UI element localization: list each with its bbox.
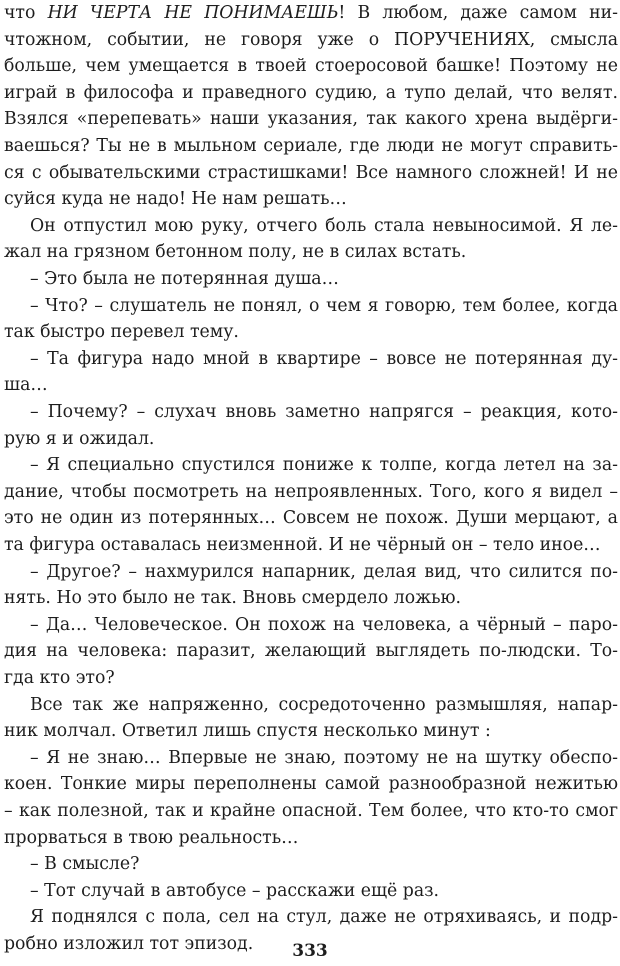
text-line: ся с обывательскими страстишками! Все намного сложней! И не — [4, 162, 618, 183]
text-line: играй в философа и праведного судию, а тупо делай, что велят. — [4, 82, 618, 103]
text-line: дия на человека: паразит, желающий выглядеть по-людски. То- — [4, 641, 618, 662]
text-line: ник молчал. Ответил лишь спустя несколько минут : — [4, 721, 491, 742]
text-line: рую я и ожидал. — [4, 428, 155, 449]
emphasized-text: НИ ЧЕРТА НЕ ПОНИМАЕШЬ — [47, 3, 339, 23]
text-line: – Что? – слушатель не понял, о чем я говорю, тем более, когда — [30, 295, 618, 316]
text-line: ваешься? Ты не в мыльном сериале, где люди не могут справить- — [4, 136, 618, 156]
text-line: – Да… Человеческое. Он похож на человека, а чёрный – паро- — [30, 614, 618, 635]
text-line: – В смысле? — [30, 854, 140, 875]
page-number: 333 — [292, 941, 328, 961]
text-line: это не один из потерянных… Совсем не похож. Души мерцают, а — [4, 508, 618, 529]
text-line: Он отпустил мою руку, отчего боль стала невыносимой. Я ле- — [30, 215, 618, 236]
text-line: дание, чтобы посмотреть на непроявленных. Того, кого я видел – — [4, 481, 618, 502]
text-line: суйся куда не надо! Не нам решать… — [4, 189, 347, 210]
text-line: Я поднялся с пола, сел на стул, даже не отряхиваясь, и подр- — [30, 907, 618, 928]
text-line: чтожном, событии, не говоря уже о ПОРУЧЕНИЯХ, смысла — [4, 29, 618, 50]
text-line — [4, 0, 618, 26]
text-line: нять. Но это было не так. Вновь смердело ложью. — [4, 588, 462, 609]
text-line: – Тот случай в автобусе – расскажи ещё раз. — [30, 880, 440, 901]
text-line: та фигура оставалась неизменной. И не чёрный он – тело иное… — [4, 535, 601, 555]
text-line: так быстро перевел тему. — [4, 322, 239, 343]
text-line: прорваться в твою реальность… — [4, 827, 299, 848]
text-line: больше, чем умещается в твоей стоеросовой башке! Поэтому не — [4, 56, 618, 77]
text-line: робно изложил тот эпизод. — [4, 934, 254, 954]
text-line: – Та фигура надо мной в квартире – вовсе не потерянная ду- — [30, 348, 618, 369]
text-line: – Это была не потерянная душа… — [30, 269, 339, 289]
text-line: коен. Тонкие миры переполнены самой разнообразной нежитью — [4, 774, 618, 795]
text-line: жал на грязном бетонном полу, не в силах встать. — [4, 242, 467, 263]
text-line: Взялся «перепевать» наши указания, так какого хрена выдёрги- — [4, 109, 618, 130]
text-line: – как полезной, так и крайне опасной. Тем более, что кто-то смог — [4, 801, 618, 821]
text-line: – Другое? – нахмурился напарник, делая вид, что силится по- — [30, 561, 618, 582]
text-segment: ! В любом, даже самом ни- — [338, 3, 618, 23]
text-line: Все так же напряженно, сосредоточенно размышляя, напар- — [30, 694, 618, 715]
text-line: – Я не знаю… Впервые не знаю, поэтому не на шутку обеспо- — [30, 747, 618, 768]
text-line: – Я специально спустился пониже к толпе, когда летел на за- — [30, 455, 618, 476]
text-line: ша… — [4, 375, 48, 396]
text-line: гда кто это? — [4, 668, 115, 688]
text-line: – Почему? – слухач вновь заметно напрягся – реакция, кото- — [30, 402, 618, 422]
text-segment: что — [4, 3, 48, 23]
